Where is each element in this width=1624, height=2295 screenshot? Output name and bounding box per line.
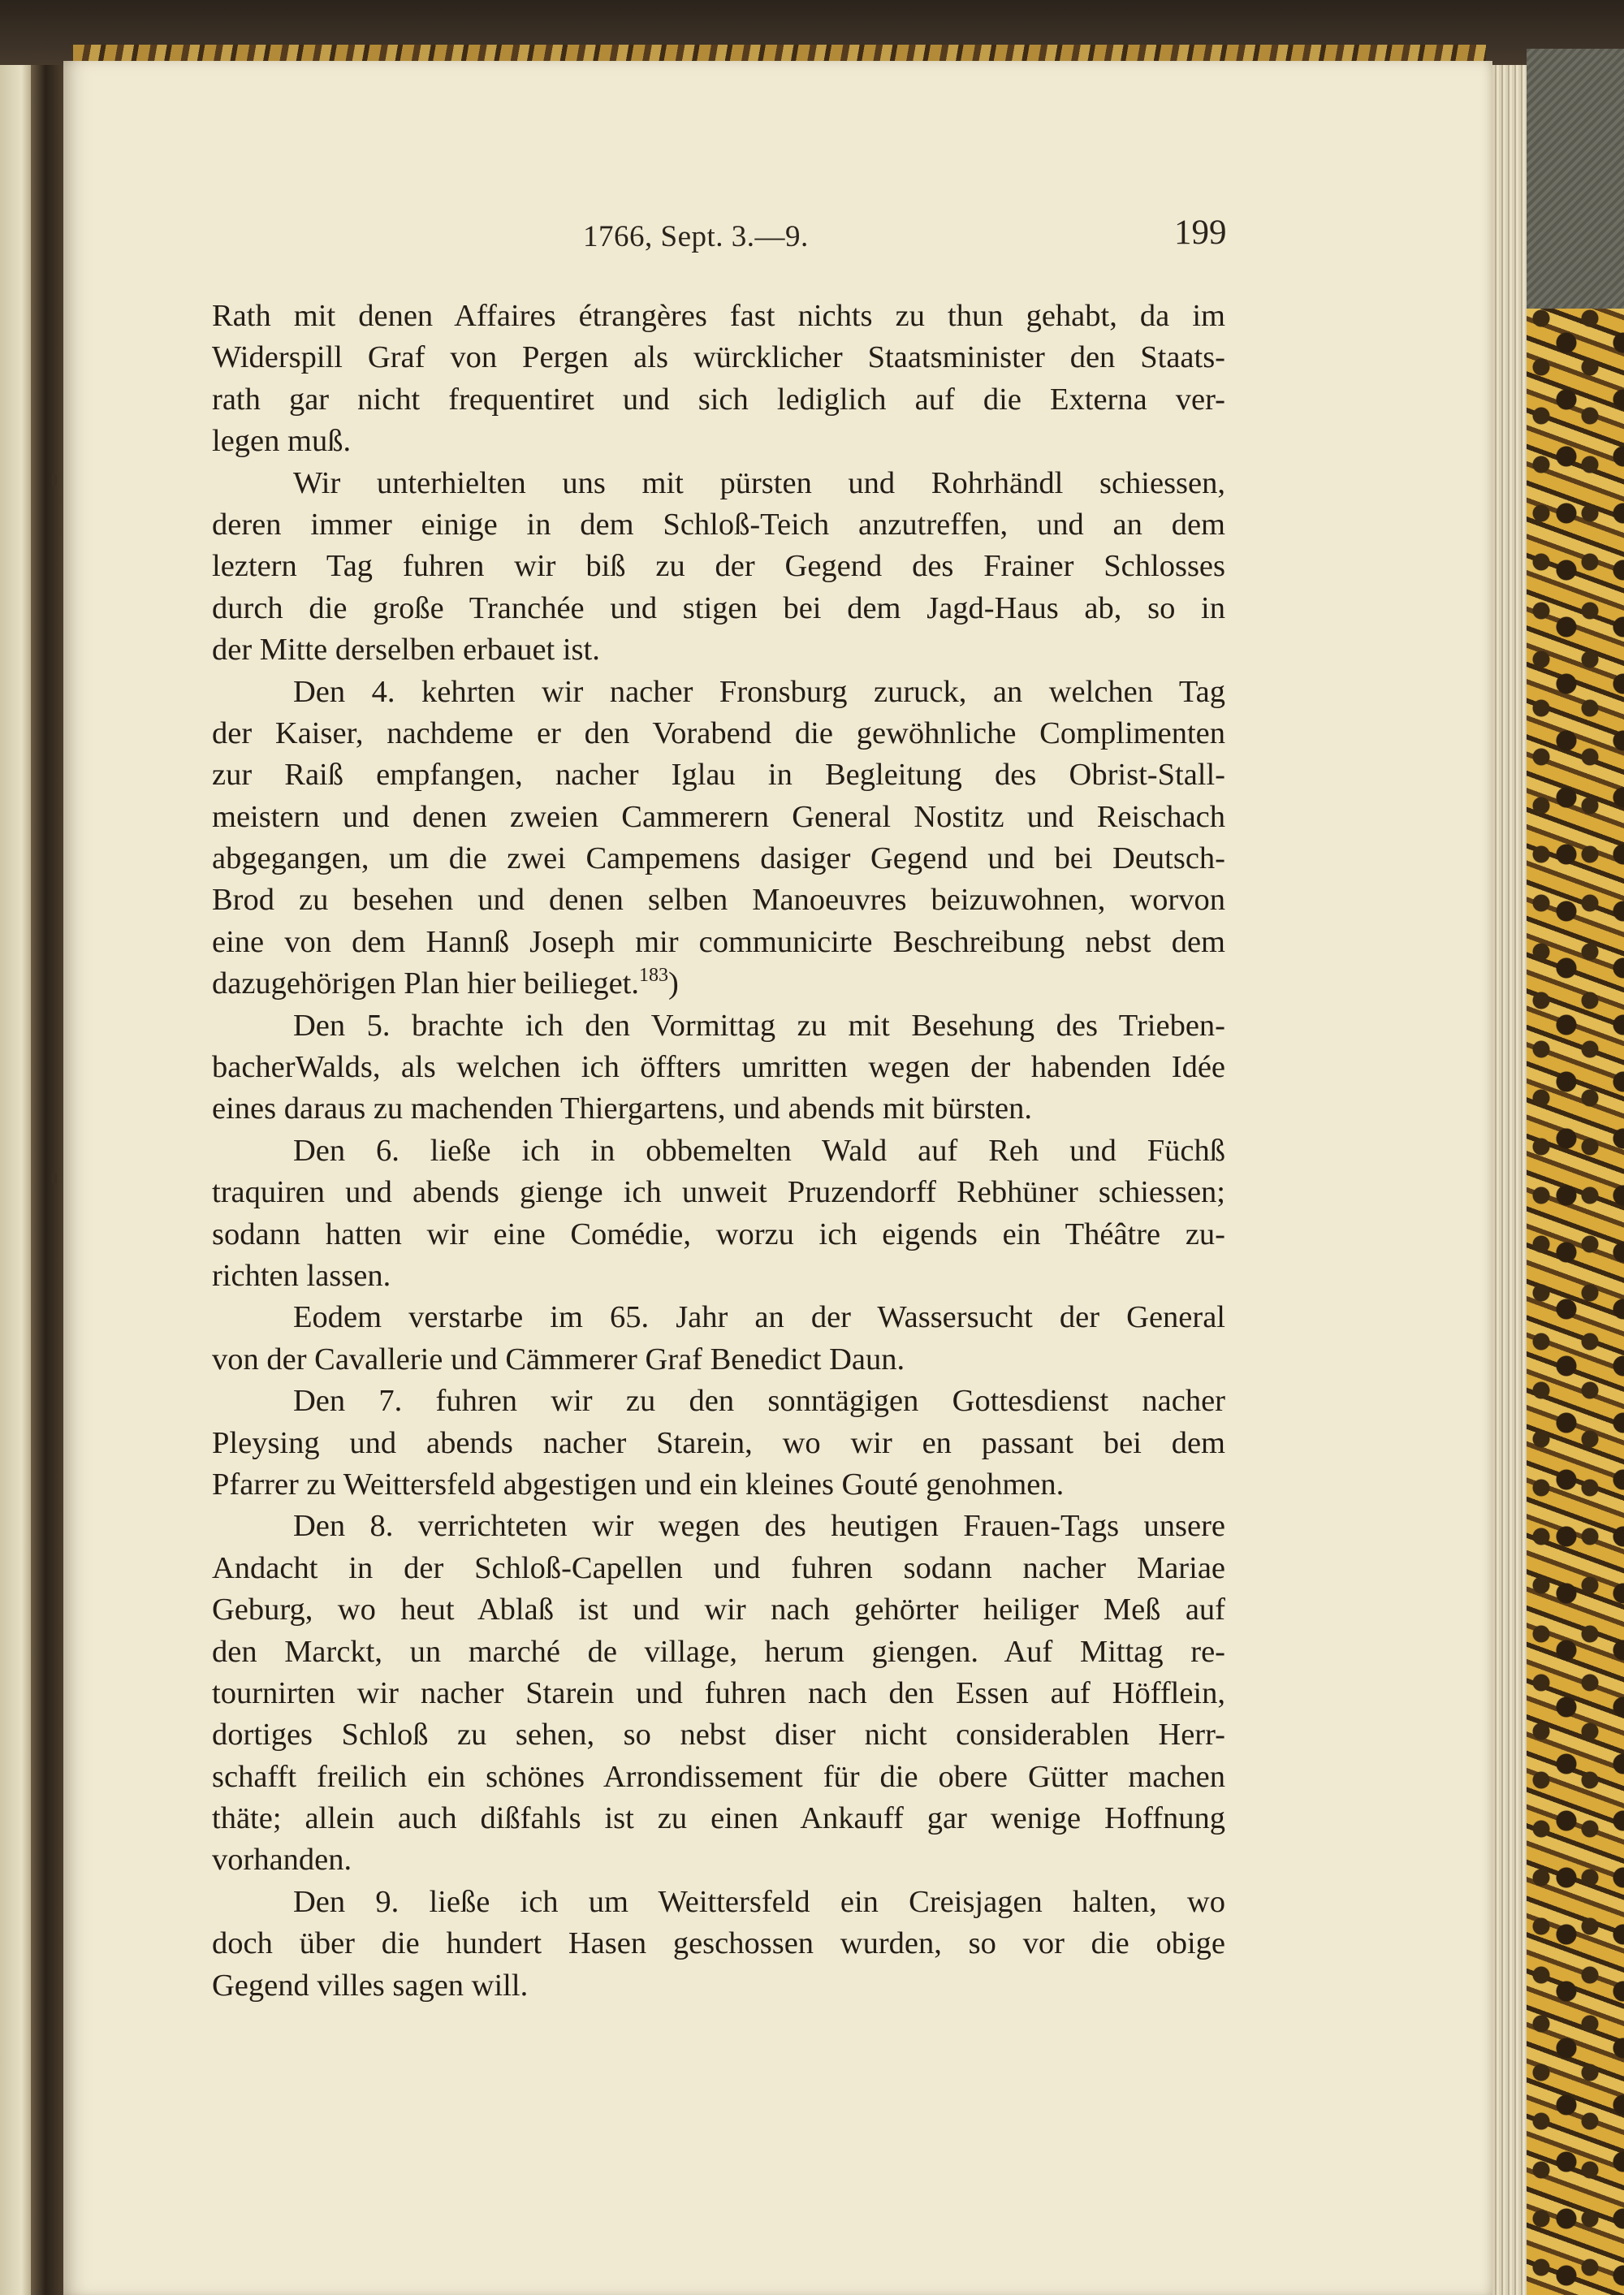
text-line: [212, 1839, 1225, 1881]
text-line-content: meistern und denen zweien Cammerern General Nostitz und Reischach: [212, 799, 1225, 834]
running-head: 1766, Sept. 3.—9.: [583, 220, 809, 253]
margin-mark: [52, 475, 57, 485]
text-line: [212, 463, 1225, 504]
text-line-content: zur Raiß empfangen, nacher Iglau in Begleitung des Obrist-Stall-: [212, 758, 1225, 793]
text-line-content: Geburg, wo heut Ablaß ist und wir nach gehörter heiliger Meß auf: [212, 1593, 1225, 1627]
text-line: [212, 296, 1225, 337]
text-line-content: tournirten wir nacher Starein und fuhren nach den Essen auf Höfflein,: [212, 1675, 1225, 1710]
text-line-content: Pfarrer zu Weittersfeld abgestigen und ein kleines Gouté genohmen.: [212, 1467, 1065, 1502]
text-line: [212, 504, 1225, 546]
text-line-content: rath gar nicht frequentiret und sich lediglich auf die Externa ver-: [212, 382, 1225, 417]
text-line: [212, 754, 1225, 796]
text-line-content: Widerspill Graf von Pergen als würcklicher Staatsminister den Staats-: [212, 340, 1225, 375]
text-line: [212, 797, 1225, 838]
book-cloth-spine: [1527, 49, 1624, 317]
text-line: [212, 1965, 1225, 2007]
previous-page-edge: [0, 65, 31, 2295]
text-line-content: von der Cavallerie und Cämmerer Graf Benedict Daun.: [212, 1342, 905, 1377]
text-line-content: der Kaiser, nachdeme er den Vorabend die gewöhnliche Complimenten: [212, 715, 1225, 750]
text-line: [212, 1798, 1225, 1839]
text-line: [212, 379, 1225, 421]
marbled-page-block: [1527, 309, 1624, 2295]
text-line-content: doch über die hundert Hasen geschossen wurden, so vor die obige: [212, 1926, 1225, 1961]
text-line: [212, 629, 1225, 671]
text-line-content: Den 8. verrichteten wir wegen des heutigen Frauen-Tags unsere: [293, 1509, 1225, 1544]
text-line-content: eines daraus zu machenden Thiergartens, und abends mit bürsten.: [212, 1091, 1032, 1126]
text-line-content: bacherWalds, als welchen ich öffters umritten wegen der habenden Idée: [212, 1050, 1225, 1085]
text-line: [212, 1130, 1225, 1172]
text-line-content: Den 4. kehrten wir nacher Fronsburg zuruck, an welchen Tag: [293, 674, 1225, 709]
text-line-content: durch die große Tranchée und stigen bei dem Jagd-Haus ab, so in: [212, 590, 1225, 625]
text-line: [212, 546, 1225, 587]
text-line-content: Den 9. ließe ich um Weittersfeld ein Creisjagen halten, wo: [293, 1884, 1225, 1919]
text-line-content: Eodem verstarbe im 65. Jahr an der Wassersucht der General: [293, 1300, 1225, 1335]
text-line: [212, 1423, 1225, 1464]
text-line-content: eine von dem Hannß Joseph mir communicirte Beschreibung nebst dem: [212, 924, 1225, 959]
text-line: [212, 1381, 1225, 1422]
page-number: 199: [1174, 214, 1227, 252]
text-line: [212, 1214, 1225, 1256]
text-line-content: Gegend villes sagen will.: [212, 1968, 529, 2003]
text-line: [212, 672, 1225, 713]
text-line-content: der Mitte derselben erbauet ist.: [212, 633, 600, 668]
text-line: [212, 1464, 1225, 1506]
text-line: [212, 1005, 1225, 1047]
text-line-content: Den 5. brachte ich den Vormittag zu mit Besehung des Trieben-: [293, 1008, 1225, 1043]
text-line-content: traquiren und abends gienge ich unweit Pruzendorff Rebhüner schiessen;: [212, 1175, 1225, 1210]
text-line-content: abgegangen, um die zwei Campemens dasiger Gegend und bei Deutsch-: [212, 841, 1225, 876]
text-line: [212, 963, 1225, 1005]
text-line-content: richten lassen.: [212, 1258, 391, 1293]
text-line: [212, 880, 1225, 921]
text-line: [212, 1714, 1225, 1756]
text-line-content: dortiges Schloß zu sehen, so nebst diser nicht considerablen Herr-: [212, 1718, 1225, 1753]
text-line-content: deren immer einige in dem Schloß-Teich anzutreffen, und an dem: [212, 507, 1225, 542]
text-line: [212, 1589, 1225, 1631]
text-line: [212, 1923, 1225, 1964]
text-line-content: Brod zu besehen und denen selben Manoeuvres beizuwohnen, worvon: [212, 883, 1225, 918]
text-line: [212, 713, 1225, 754]
text-line-content: Wir unterhielten uns mit pürsten und Rohrhändl schiessen,: [293, 465, 1225, 500]
text-line-content: vorhanden.: [212, 1843, 352, 1878]
page-edges-stack: [1492, 65, 1527, 2295]
text-line-content: Den 6. ließe ich in obbemelten Wald auf Reh und Füchß: [293, 1133, 1225, 1168]
text-line: [212, 1047, 1225, 1088]
text-line-content: thäte; allein auch dißfahls ist zu einen Ankauff gar wenige Hoffnung: [212, 1801, 1225, 1836]
text-line: [212, 588, 1225, 629]
body-text: [212, 296, 1225, 2007]
book-gutter: [31, 65, 63, 2295]
footnote-marker: 183: [638, 965, 668, 987]
text-line-content: dazugehörigen Plan hier beilieget.: [212, 966, 639, 1001]
text-line: [212, 838, 1225, 880]
text-line: [212, 421, 1225, 462]
text-line: [212, 1673, 1225, 1714]
text-line-content: schafft freilich ein schönes Arrondissement für die obere Gütter machen: [212, 1759, 1225, 1794]
text-line-content: Pleysing und abends nacher Starein, wo wir en passant bei dem: [212, 1425, 1225, 1460]
text-line-content: Rath mit denen Affaires étrangères fast nichts zu thun gehabt, da im: [212, 299, 1225, 333]
text-line: [212, 1297, 1225, 1338]
text-line: [212, 1757, 1225, 1798]
text-line: [212, 922, 1225, 963]
text-line: [212, 1882, 1225, 1923]
text-line: [212, 1632, 1225, 1673]
text-line-content: den Marckt, un marché de village, herum giengen. Auf Mittag re-: [212, 1634, 1225, 1669]
text-line-content: legen muß.: [212, 424, 352, 459]
text-line: [212, 1339, 1225, 1381]
footnote-paren: ): [667, 966, 679, 1001]
text-line: [212, 337, 1225, 378]
text-line: [212, 1088, 1225, 1130]
text-line-content: leztern Tag fuhren wir biß zu der Gegend des Frainer Schlosses: [212, 549, 1225, 584]
text-line: [212, 1172, 1225, 1213]
text-line: [212, 1506, 1225, 1547]
margin-mark: [52, 1173, 57, 1183]
text-line-content: Andacht in der Schloß-Capellen und fuhren sodann nacher Mariae: [212, 1550, 1225, 1585]
text-line-content: sodann hatten wir eine Comédie, worzu ich eigends ein Théâtre zu-: [212, 1217, 1225, 1251]
text-line: [212, 1256, 1225, 1297]
text-line: [212, 1548, 1225, 1589]
text-line-content: Den 7. fuhren wir zu den sonntägigen Gottesdienst nacher: [293, 1384, 1225, 1419]
